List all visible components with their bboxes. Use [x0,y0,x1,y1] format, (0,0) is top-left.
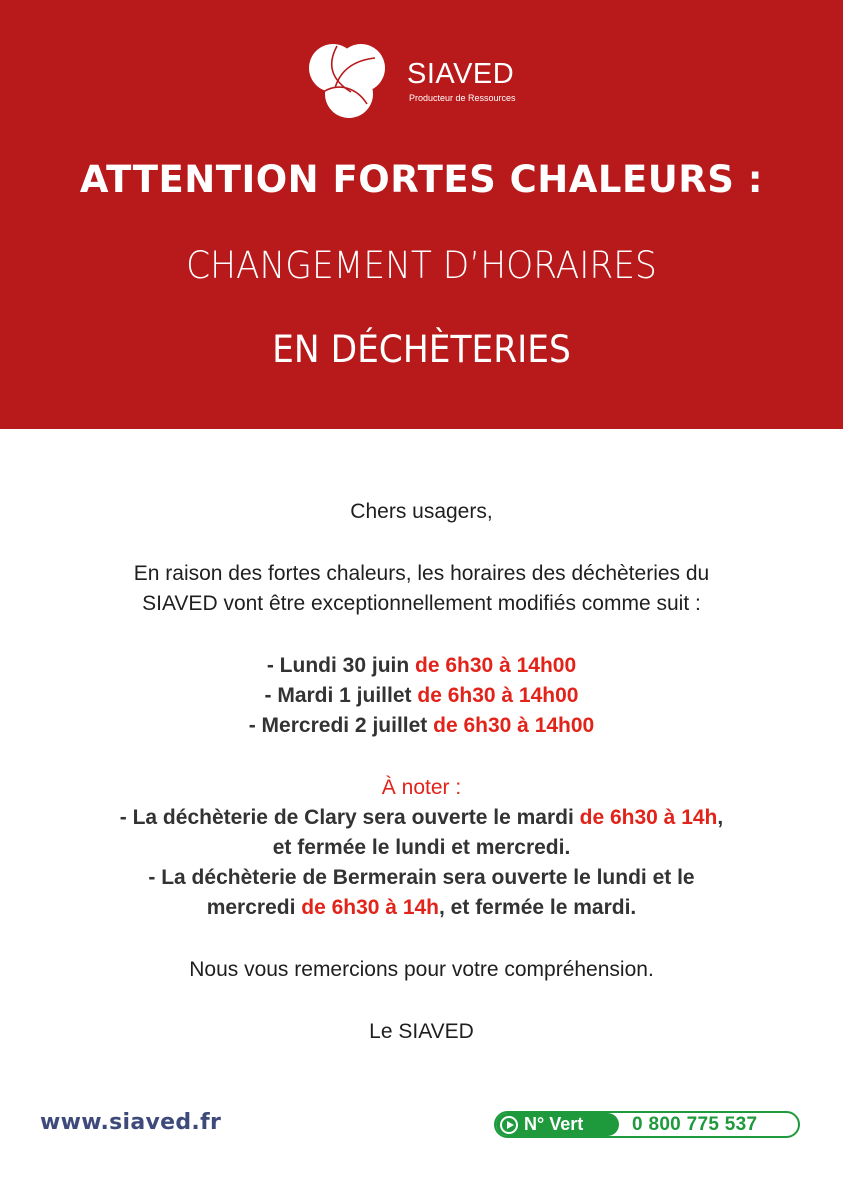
website-link[interactable]: www.siaved.fr [40,1110,222,1135]
schedule-day: - Mercredi 2 juillet [248,714,428,737]
note-clary [0,803,843,833]
schedule-item [0,711,843,741]
intro-line-2: SIAVED vont être exceptionnellement modifiés comme suit : [142,592,701,615]
numero-vert-label-area [496,1113,619,1136]
headline: ATTENTION FORTES CHALEURS : [79,158,764,201]
intro-line-1: En raison des fortes chaleurs, les horaires des déchèteries du [133,562,710,585]
note-bermerain-closed: , et fermée le mardi. [439,896,637,919]
numero-vert-number: 0 800 775 537 [632,1114,758,1135]
note-clary-hours: de 6h30 à 14h [579,806,718,829]
logo-name: SIAVED [407,58,515,90]
header-banner [0,0,843,429]
notice-body [0,497,843,1047]
schedule-item [0,681,843,711]
note-bermerain-cont [0,893,843,923]
numero-vert-label: N° Vert [524,1114,584,1134]
schedule-day: - Lundi 30 juin [266,654,410,677]
schedule-hours: de 6h30 à 14h00 [415,654,577,677]
note-clary-comma: , [717,806,724,829]
logo-tagline: Producteur de Ressources [409,93,516,103]
note-clary-text: - La déchèterie de Clary sera ouverte le mardi [119,806,580,829]
schedule-day: - Mardi 1 juillet [264,684,412,707]
note-bermerain: - La déchèterie de Bermerain sera ouverte le lundi et le [148,866,695,889]
siaved-logo [305,38,555,122]
numero-vert-badge[interactable] [494,1111,800,1138]
thanks: Nous vous remercions pour votre compréhension. [189,958,654,981]
signature: Le SIAVED [369,1020,474,1043]
subheadline-line-1: CHANGEMENT D’HORAIRES [186,244,657,287]
schedule-item [0,651,843,681]
schedule-hours: de 6h30 à 14h00 [417,684,579,707]
three-circle-logo-icon [305,38,389,122]
schedule-hours: de 6h30 à 14h00 [433,714,595,737]
note-bermerain-text: mercredi [206,896,302,919]
subheadline-line-2: EN DÉCHÈTERIES [272,328,571,371]
play-icon [500,1116,518,1134]
note-bermerain-hours: de 6h30 à 14h [301,896,440,919]
note-clary-closed: et fermée le lundi et mercredi. [272,836,571,859]
note-heading: À noter : [381,776,462,799]
greeting: Chers usagers, [350,500,493,523]
